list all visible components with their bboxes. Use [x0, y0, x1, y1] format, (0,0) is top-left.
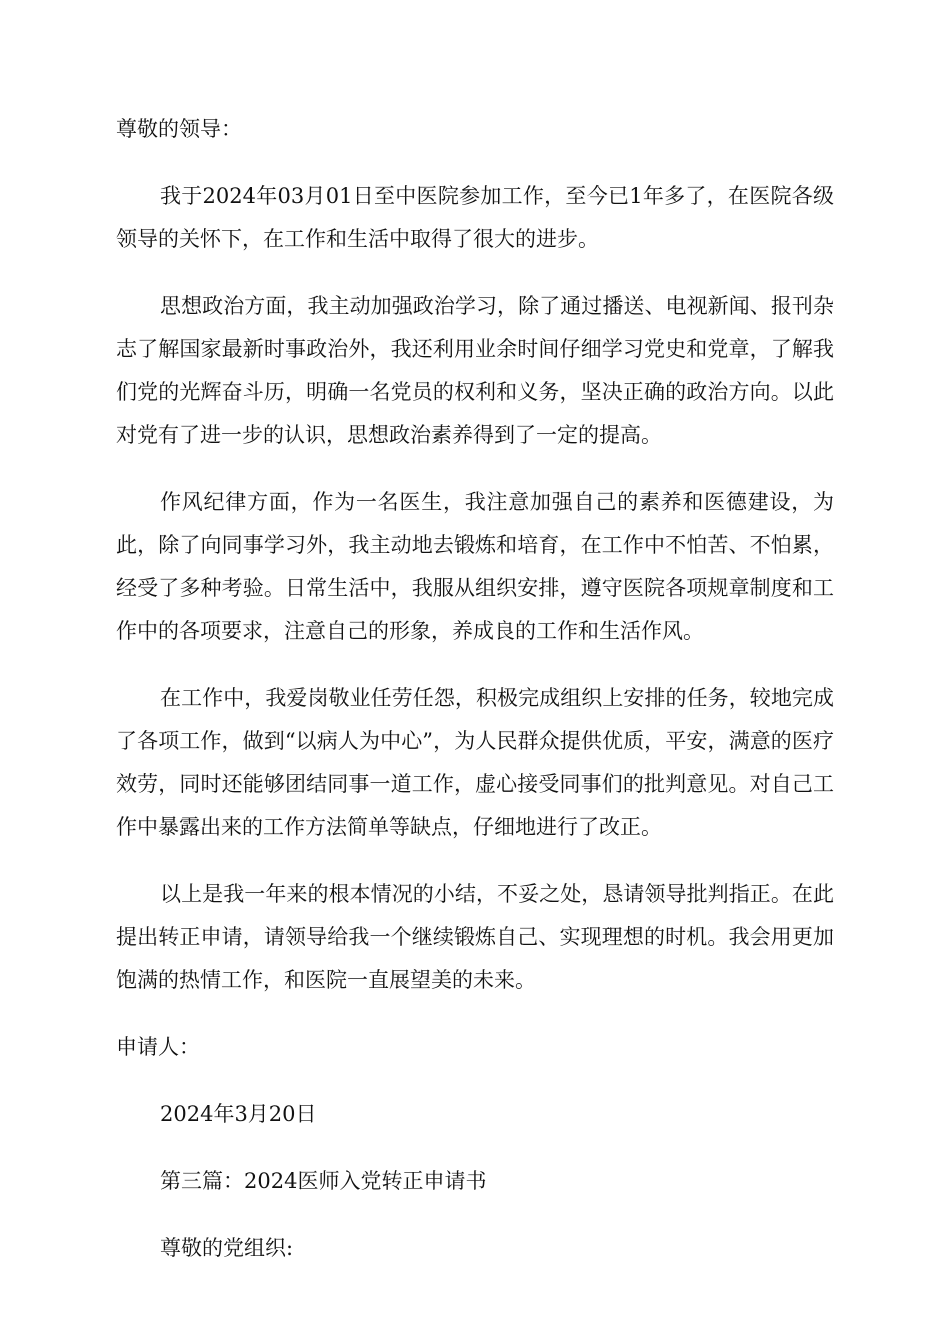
salutation: 尊敬的领导：	[116, 117, 242, 141]
applicant-label: 申请人：	[116, 1035, 200, 1059]
paragraph-summary: 以上是我一年来的根本情况的小结，不妥之处，恳请领导批判指正。在此提出转正申请，请领导给我一个继续锻炼自己、实现理想的时机。我会用更加饱满的热情工作，和医院一直展望美的未来。	[116, 882, 834, 992]
document-page	[116, 108, 834, 1270]
paragraph-political: 思想政治方面，我主动加强政治学习，除了通过播送、电视新闻、报刊杂志了解国家最新时事政治外，我还利用业余时间仔细学习党史和党章，了解我们党的光辉奋斗历，明确一名党员的权利和义务，坚决正确的政治方向。以此对党有了进一步的认识，思想政治素养得到了一定的提高。	[116, 294, 834, 447]
paragraph-work-start: 我于2024年03月01日至中医院参加工作，至今已1年多了，在医院各级领导的关怀下，在工作和生活中取得了很大的进步。	[116, 184, 834, 251]
next-section-title: 第三篇：2024医师入党转正申请书	[160, 1169, 487, 1193]
paragraph-work: 在工作中，我爱岗敬业任劳任怨，积极完成组织上安排的任务，较地完成了各项工作，做到“以病人为中心”，为人民群众提供优质，平安，满意的医疗效劳，同时还能够团结同事一道工作，虚心接受同事们的批判意见。对自己工作中暴露出来的工作方法简单等缺点，仔细地进行了改正。	[116, 686, 834, 839]
paragraph-discipline: 作风纪律方面，作为一名医生，我注意加强自己的素养和医德建设，为此，除了向同事学习外，我主动地去锻炼和培育，在工作中不怕苦、不怕累，经受了多种考验。日常生活中，我服从组织安排，遵守医院各项规章制度和工作中的各项要求，注意自己的形象，养成良的工作和生活作风。	[116, 490, 834, 643]
next-salutation: 尊敬的党组织:	[160, 1236, 294, 1260]
signature-date: 2024年3月20日	[160, 1102, 317, 1126]
